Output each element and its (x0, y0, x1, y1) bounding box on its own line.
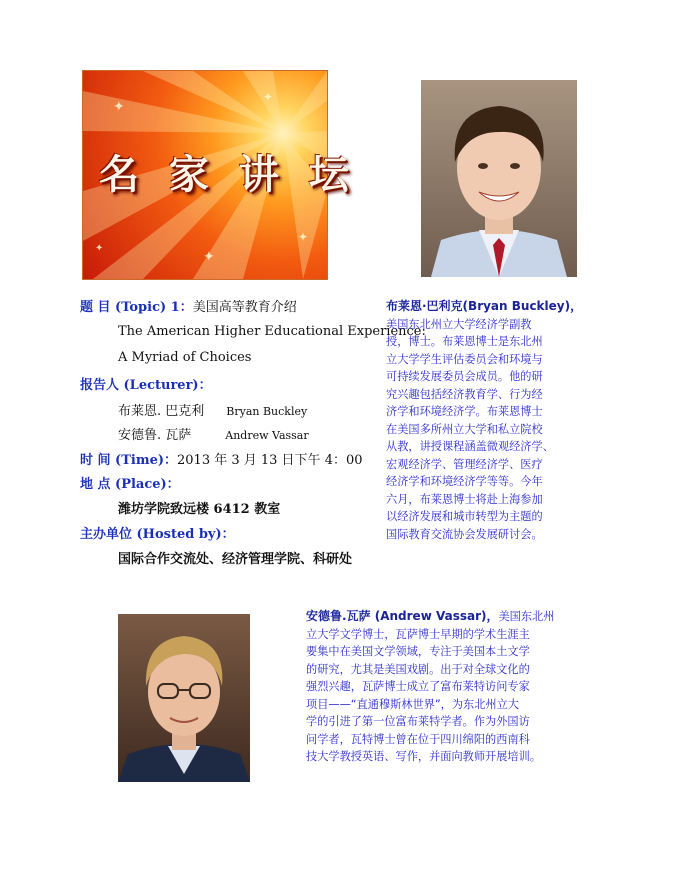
bio1-line: 授，博士。布莱恩博士是东北州 (386, 335, 543, 348)
bio2-line: 立大学文学博士，瓦萨博士早期的学术生涯主 (306, 627, 530, 641)
bio1-line: 宏观经济学、管理经济学、医疗 (386, 457, 543, 471)
bio1-line: 从教，讲授课程涵盖微观经济学、 (386, 440, 554, 453)
topic-cn: 美国高等教育介绍 (192, 300, 297, 315)
bryan-buckley-bio (386, 298, 614, 543)
andrew-vassar-photo (118, 614, 250, 782)
topic-en-line-1: The American Higher Educational Experience: (118, 324, 426, 339)
svg-text:✦: ✦ (95, 243, 104, 254)
lecture-banner (82, 70, 357, 280)
bio1-line: 以经济发展和城市转型为主题的 (386, 510, 543, 523)
host-label: 主办单位 (Hosted by)： (80, 527, 235, 542)
svg-text:✦: ✦ (113, 99, 125, 115)
bio1-line: 六月，布莱恩博士将赴上海参加 (386, 492, 543, 506)
lecturer-2-cn: 安德鲁. 瓦萨 (118, 428, 192, 443)
bio1-name: 布莱恩·巴利克(Bryan Buckley)， (386, 299, 583, 313)
lecturer-1-cn: 布莱恩. 巴克利 (118, 404, 205, 419)
svg-text:✦: ✦ (203, 249, 215, 265)
bio1-line: 济学和环境经济学。布莱恩博士 (386, 405, 543, 418)
time-label: 时 间 (Time)： (80, 453, 177, 468)
bio2-first-rest: 美国东北州 (498, 610, 555, 623)
bio2-line: 问学者，瓦特博士曾在位于四川绵阳的西南科 (306, 732, 530, 746)
host-value: 国际合作交流处、经济管理学院、科研处 (118, 552, 353, 567)
time-value: 2013 年 3 月 13 日下午 4：00 (177, 453, 363, 468)
bio2-line: 强烈兴趣，瓦萨博士成立了富布莱特访问专家 (306, 680, 530, 693)
bio2-line: 的研究，尤其是美国戏剧。出于对全球文化的 (306, 662, 530, 676)
svg-text:✦: ✦ (263, 90, 274, 104)
bio1-line: 究兴趣包括经济教育学、行为经 (386, 387, 543, 401)
place-label: 地 点 (Place)： (80, 477, 180, 492)
topic-en-line-2: A Myriad of Choices (118, 350, 252, 365)
bio1-line: 国际教育交流协会发展研讨会。 (386, 527, 543, 541)
bio2-line: 项目——“直通穆斯林世界”，为东北州立大 (306, 697, 519, 711)
place-value: 潍坊学院致远楼 6412 教室 (118, 502, 281, 517)
lecturer-row-1 (118, 400, 307, 419)
bio2-line: 技大学教授英语、写作，并面向教师开展培训。 (306, 750, 541, 763)
bio1-line: 可持续发展委员会成员。他的研 (386, 370, 543, 383)
bio2-first-line (306, 608, 626, 626)
topic-label: 题 目 (Topic) 1： (80, 300, 193, 315)
bryan-buckley-photo (421, 80, 577, 277)
bio1-line: 在美国多所州立大学和私立院校 (386, 422, 543, 436)
bio1-line: 立大学学生评估委员会和环境与 (386, 352, 543, 366)
bio1-line: 经济学和环境经济学等等。今年 (386, 475, 543, 488)
bio2-name: 安德鲁.瓦萨 (Andrew Vassar)， (306, 609, 499, 623)
andrew-vassar-bio (306, 608, 626, 766)
svg-text:✦: ✦ (298, 230, 309, 244)
lecturer-2-en: Andrew Vassar (225, 429, 309, 442)
lecturer-row-2 (118, 424, 309, 443)
topic-row (80, 296, 297, 315)
time-row (80, 449, 363, 468)
lecturer-1-en: Bryan Buckley (226, 405, 308, 418)
bio1-line: 美国东北州立大学经济学副教 (386, 317, 532, 331)
lecturer-label: 报告人 (Lecturer)： (80, 378, 212, 393)
bio2-line: 要集中在美国文学领域，专注于美国本土文学 (306, 645, 530, 658)
banner-title: 名 家 讲 坛 (99, 152, 357, 198)
bio2-line: 学的引进了第一位富布莱特学者。作为外国访 (306, 715, 530, 728)
